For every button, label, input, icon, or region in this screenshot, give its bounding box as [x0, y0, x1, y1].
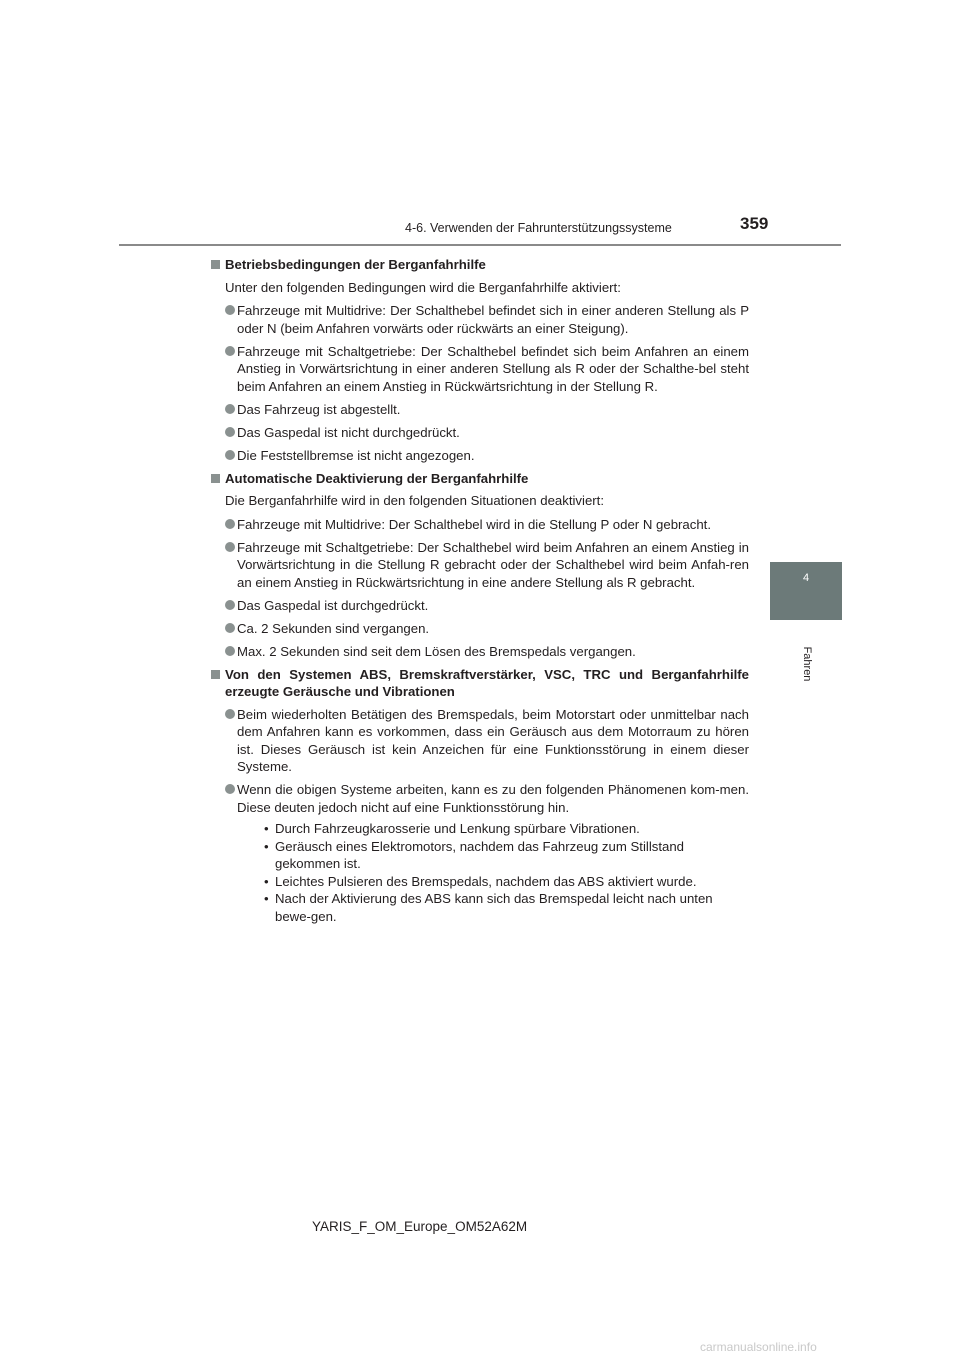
list-item [211, 643, 749, 661]
list-item-text: Fahrzeuge mit Schaltgetriebe: Der Schalthebel befindet sich beim Anfahren an einem Anstieg in Vorwärtsrichtung in einer anderen Stellung als R oder der Schalthe-bel steht beim Anfahren an einem Anstieg in Rückwärtsrichtung in der Stellung R. [237, 343, 749, 394]
sub-bullet-icon: • [264, 821, 269, 836]
round-bullet-icon [225, 427, 235, 437]
section-intro: Unter den folgenden Bedingungen wird die Berganfahrhilfe aktiviert: [225, 279, 621, 295]
round-bullet-icon [225, 404, 235, 414]
list-item [211, 539, 749, 592]
footer-document-code: YARIS_F_OM_Europe_OM52A62M [312, 1219, 528, 1234]
section-heading [211, 666, 749, 701]
square-bullet-icon [211, 474, 220, 483]
sub-bullet-icon: • [264, 873, 269, 889]
list-item [211, 302, 749, 337]
round-bullet-icon [225, 600, 235, 610]
round-bullet-icon [225, 450, 235, 460]
round-bullet-icon [225, 305, 235, 315]
section-heading-text: Von den Systemen ABS, Bremskraftverstärker, VSC, TRC und Berganfahrhilfe erzeugte Geräusche und Vibrationen [225, 666, 749, 699]
sub-list-item-text: Geräusch eines Elektromotors, nachdem das Fahrzeug zum Stillstand gekommen ist. [275, 838, 685, 871]
sub-list-item-text: Nach der Aktivierung des ABS kann sich das Bremspedal leicht nach unten bewe-gen. [275, 891, 713, 924]
list-item [211, 343, 749, 396]
round-bullet-icon [225, 784, 235, 794]
section-heading-text: Automatische Deaktivierung der Berganfahrhilfe [225, 470, 529, 486]
list-item [211, 781, 749, 925]
list-item-text: Das Fahrzeug ist abgestellt. [237, 401, 401, 417]
list-item-text: Die Feststellbremse ist nicht angezogen. [237, 447, 475, 463]
round-bullet-icon [225, 519, 235, 529]
round-bullet-icon [225, 646, 235, 656]
sub-list-item-text: Durch Fahrzeugkarosserie und Lenkung spürbare Vibrationen. [275, 821, 640, 836]
list-item-text: Beim wiederholten Betätigen des Bremspedals, beim Motorstart oder unmittelbar nach dem Anfahren kann es vorkommen, dass ein Geräusch aus dem Motorraum zu hören ist. Dieses Geräusch ist kein Anzeichen für eine Funktionsstörung in einem dieser Systeme. [237, 706, 749, 774]
list-item-text: Das Gaspedal ist nicht durchgedrückt. [237, 424, 460, 440]
square-bullet-icon [211, 260, 220, 269]
section-intro: Die Berganfahrhilfe wird in den folgenden Situationen deaktiviert: [225, 493, 605, 508]
list-item-text: Das Gaspedal ist durchgedrückt. [237, 597, 429, 613]
list-item [211, 706, 749, 776]
list-item [211, 401, 749, 419]
round-bullet-icon [225, 709, 235, 719]
sub-list-item [237, 873, 749, 891]
running-header-section-title: 4-6. Verwenden der Fahrunterstützungssysteme [405, 221, 672, 235]
round-bullet-icon [225, 542, 235, 552]
list-item-text: Ca. 2 Sekunden sind vergangen. [237, 620, 430, 636]
list-item [211, 424, 749, 442]
watermark: carmanualsonline.info [700, 1340, 817, 1354]
chapter-number: 4 [802, 572, 810, 584]
page-number: 359 [740, 214, 769, 233]
section-heading-text: Betriebsbedingungen der Berganfahrhilfe [225, 257, 486, 272]
list-item-text: Fahrzeuge mit Multidrive: Der Schalthebel befindet sich in einer anderen Stellung als P oder N (beim Anfahren vorwärts oder rückwärts an einer Steigung). [237, 303, 749, 336]
sub-list-item-text: Leichtes Pulsieren des Bremspedals, nachdem das ABS aktiviert wurde. [275, 873, 697, 889]
round-bullet-icon [225, 346, 235, 356]
square-bullet-icon [211, 670, 220, 679]
section-heading [211, 256, 749, 274]
list-item [211, 620, 749, 638]
page-content [211, 256, 749, 931]
chapter-label [800, 642, 814, 702]
list-item [211, 447, 749, 465]
sub-bullet-icon: • [264, 891, 269, 906]
sub-list-item [237, 890, 749, 925]
round-bullet-icon [225, 623, 235, 633]
chapter-label-text: Fahren [801, 646, 813, 682]
sub-list-item [237, 838, 749, 873]
list-item [211, 516, 749, 534]
list-item-text: Fahrzeuge mit Schaltgetriebe: Der Schalthebel wird beim Anfahren an einem Anstieg in Vorwärtsrichtung in die Stellung R gebracht oder der Schalthebel wird beim Anfah-ren an einem Anstieg in Rückwärtsrichtung in eine andere Stellung als R gebracht. [237, 539, 749, 590]
list-item-text: Wenn die obigen Systeme arbeiten, kann es zu den folgenden Phänomenen kom-men. Diese deuten jedoch nicht auf eine Funktionsstörung hin. [237, 782, 749, 815]
list-item-text: Fahrzeuge mit Multidrive: Der Schalthebel wird in die Stellung P oder N gebracht. [237, 516, 712, 532]
header-divider [119, 244, 841, 246]
list-item [211, 597, 749, 615]
sub-bullet-icon: • [264, 838, 269, 854]
sub-list [237, 820, 749, 925]
sub-list-item [237, 820, 749, 838]
section-heading [211, 470, 749, 488]
chapter-tab [770, 562, 842, 620]
list-item-text: Max. 2 Sekunden sind seit dem Lösen des Bremspedals vergangen. [237, 643, 636, 659]
